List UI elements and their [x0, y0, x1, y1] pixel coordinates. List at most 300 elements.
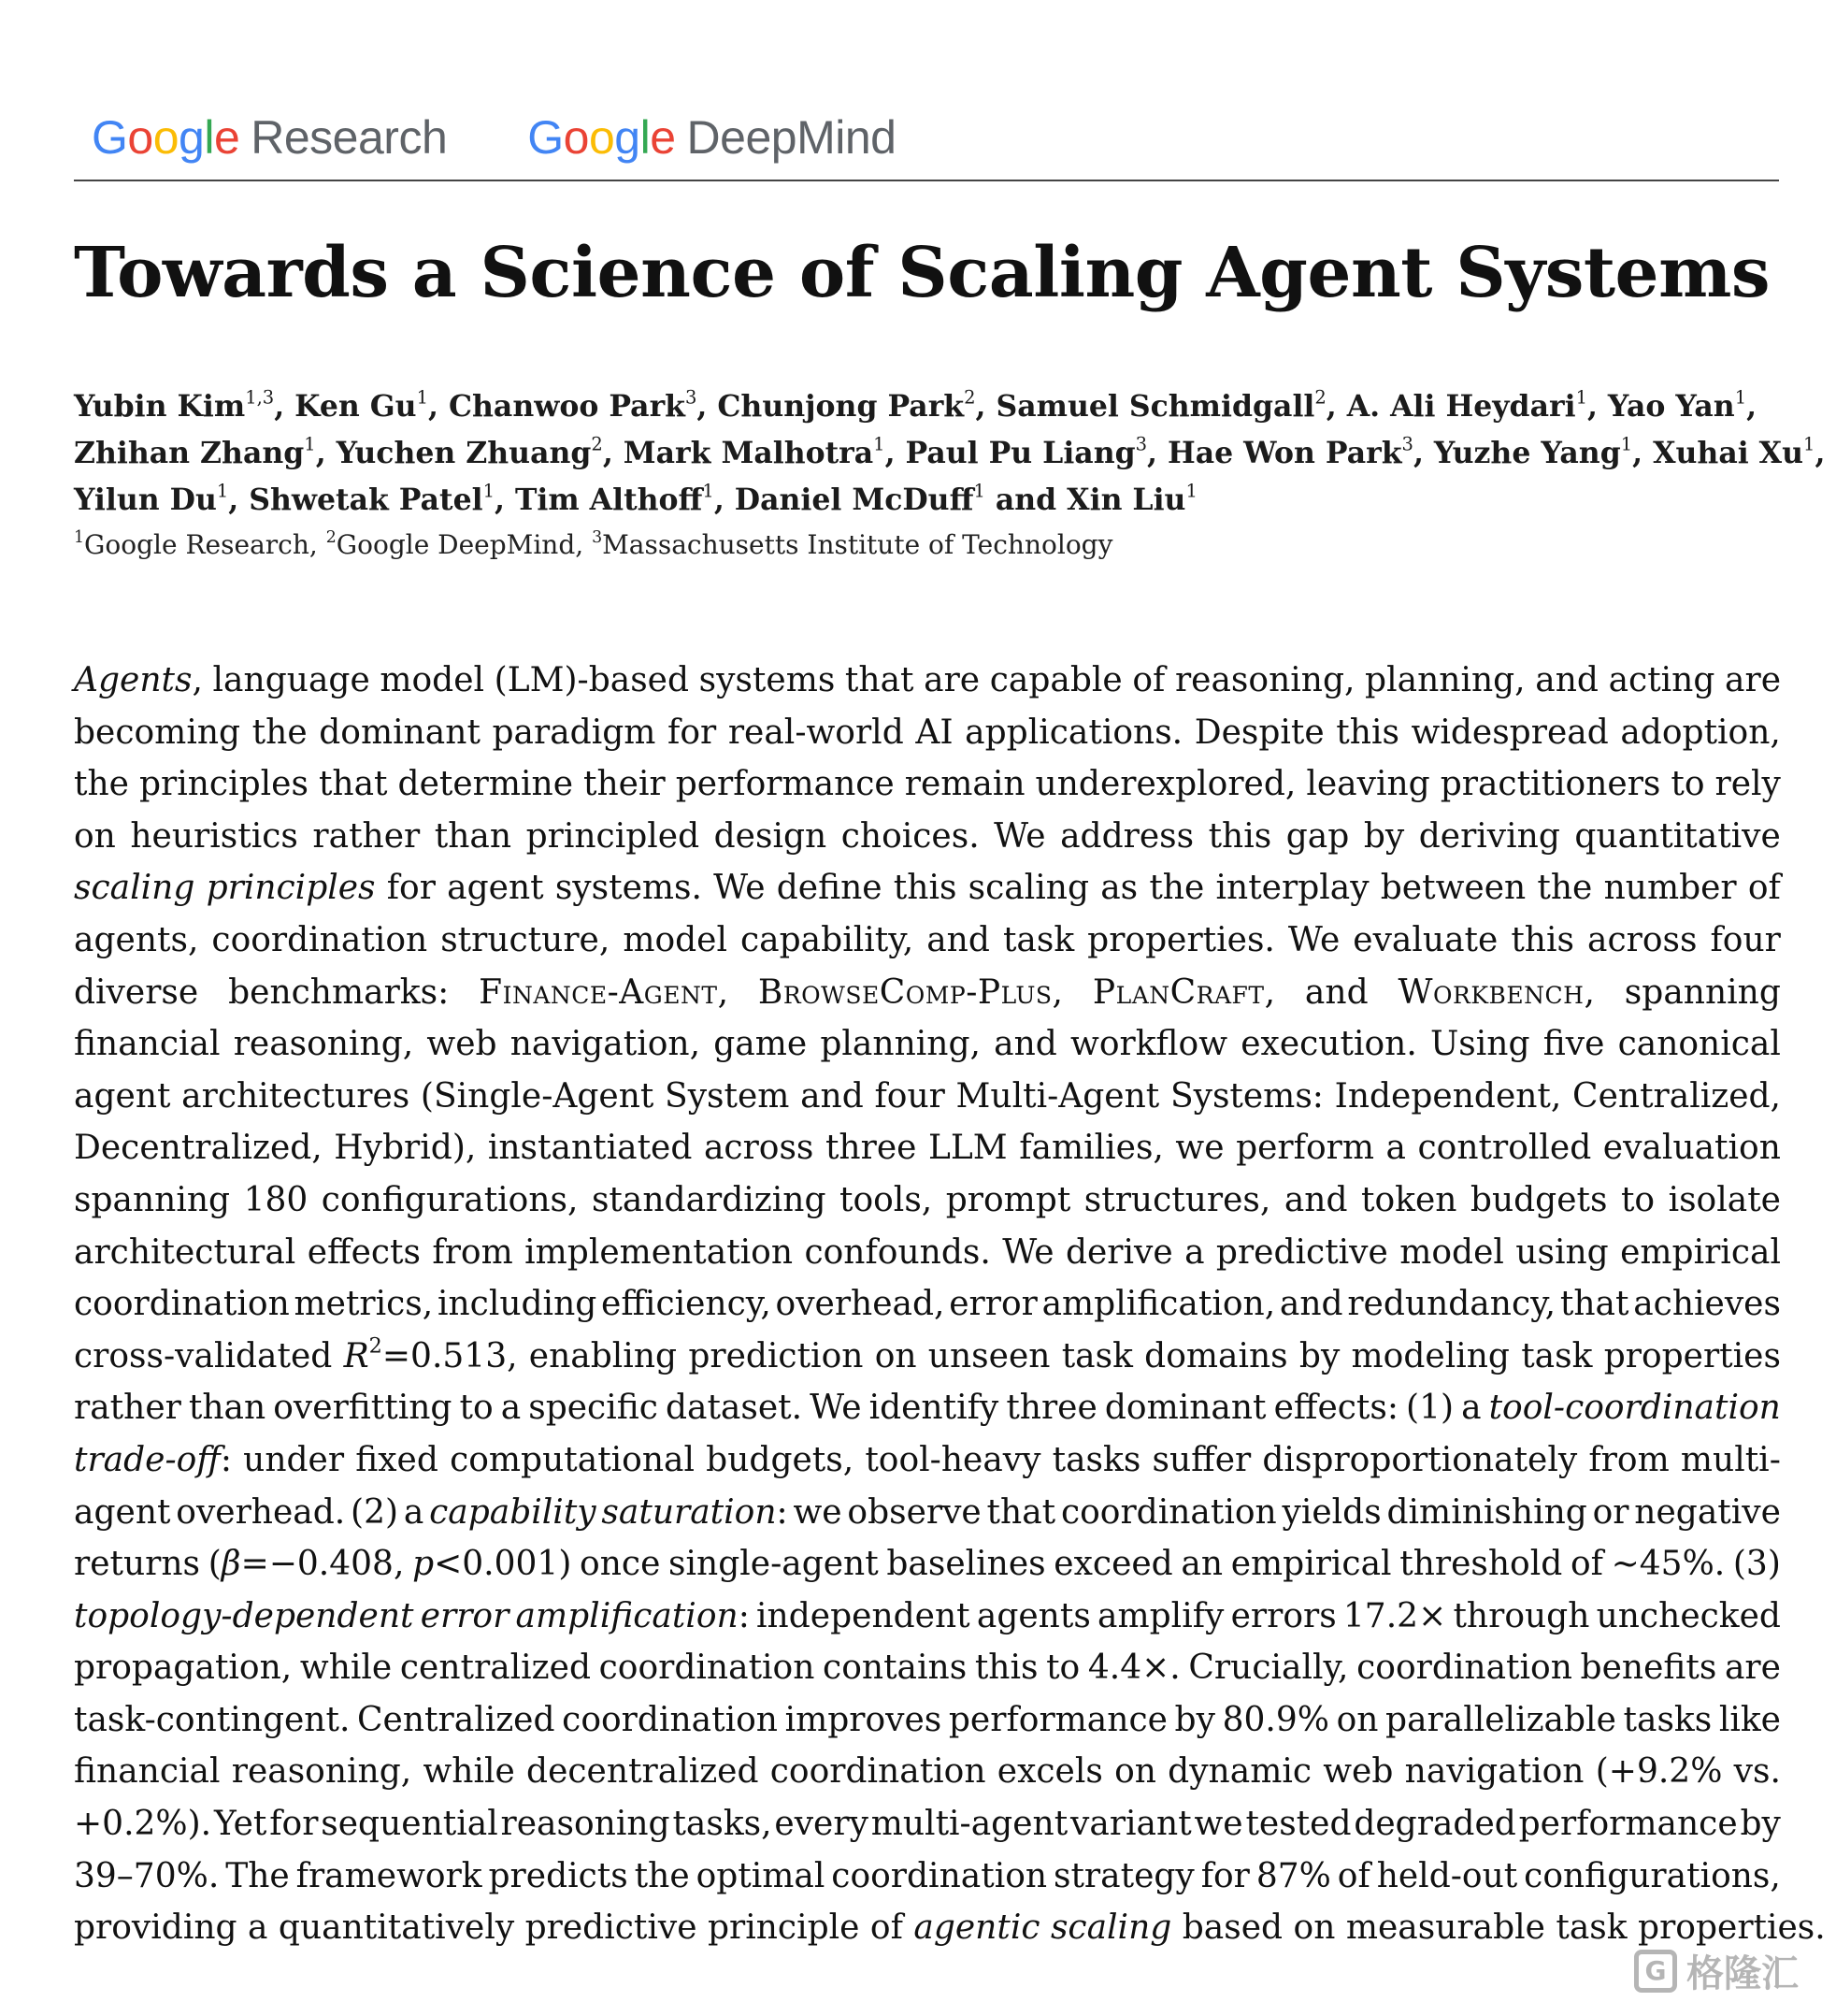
- abstract-text: or: [1592, 1492, 1629, 1532]
- author-affiliation-index: 1: [1185, 480, 1198, 502]
- abstract-word: [308, 1227, 421, 1279]
- abstract-word: [1245, 1798, 1351, 1850]
- abstract-word: [956, 1071, 1160, 1123]
- abstract-text: suffer: [1152, 1440, 1252, 1479]
- google-deepmind-logo: G o o g l e DeepMind: [527, 111, 896, 164]
- abstract-text: instantiated: [487, 1129, 693, 1168]
- abstract-text: three: [1006, 1389, 1097, 1428]
- abstract-word: [1201, 1850, 1250, 1903]
- abstract-word: [516, 1591, 750, 1643]
- abstract-text: ,: [1264, 972, 1276, 1012]
- abstract-word: [1284, 1174, 1348, 1227]
- abstract-text: predicts: [488, 1856, 628, 1895]
- abstract-text: for: [1200, 1856, 1250, 1895]
- abstract-word: [181, 1071, 409, 1123]
- abstract-text: five: [1542, 1025, 1605, 1064]
- abstract-text: budgets: [1470, 1180, 1608, 1219]
- abstract-word: [1574, 811, 1780, 863]
- abstract-word: [1335, 1071, 1562, 1123]
- abstract-text: decentralized: [526, 1752, 759, 1792]
- abstract-line: [74, 1382, 1781, 1434]
- abstract-word: [800, 1071, 864, 1123]
- abstract-text: 4.4×.: [1087, 1649, 1181, 1688]
- abstract-text: amplify: [1097, 1596, 1225, 1635]
- abstract-word: [312, 811, 420, 863]
- abstract-word: [1184, 1227, 1204, 1279]
- abstract-word: [1581, 1642, 1717, 1694]
- abstract-text: across: [703, 1129, 814, 1168]
- abstract-word: [1385, 1694, 1616, 1747]
- abstract-word: [704, 1122, 813, 1174]
- abstract-text: Independent,: [1334, 1076, 1562, 1116]
- abstract-word: [74, 1746, 221, 1798]
- abstract-word: [672, 1798, 771, 1850]
- abstract-line: [74, 1122, 1781, 1174]
- watermark: [1634, 1944, 1799, 1997]
- abstract-line: [74, 1746, 1781, 1798]
- abstract-word: [713, 1018, 807, 1071]
- author-affiliation-index: 1: [973, 480, 985, 502]
- abstract-text: architectural: [74, 1232, 296, 1272]
- abstract-text: unchecked: [1596, 1596, 1781, 1635]
- abstract-word: [946, 1174, 1071, 1227]
- abstract-word: [1419, 811, 1560, 863]
- abstract-word: [1236, 1122, 1374, 1174]
- abstract-text: ~45%.: [1611, 1545, 1726, 1584]
- abstract-word: [1175, 1694, 1215, 1747]
- abstract-word: [252, 707, 308, 759]
- abstract-word: [213, 655, 370, 707]
- abstract-word: [387, 862, 436, 914]
- abstract-text: unseen: [927, 1336, 1051, 1375]
- author-name: Yao Yan: [1607, 389, 1735, 424]
- author-affiliation-index: 3: [685, 386, 697, 409]
- author-separator: ,: [1586, 389, 1608, 424]
- affiliation-name: Massachusetts Institute of Technology: [602, 529, 1113, 560]
- abstract-word: [1046, 1642, 1080, 1694]
- abstract-word: [334, 1122, 476, 1174]
- abstract-word: [555, 862, 702, 914]
- abstract-word: [1571, 1538, 1603, 1591]
- abstract-text: four: [1710, 920, 1781, 959]
- abstract-word: [1305, 967, 1369, 1019]
- abstract-word: [1274, 1382, 1399, 1434]
- abstract-word: [1634, 1487, 1781, 1539]
- abstract-word: [676, 758, 895, 811]
- abstract-word: [1338, 1850, 1370, 1903]
- abstract-word: [894, 862, 957, 914]
- abstract-word: [1412, 707, 1609, 759]
- abstract-word: [450, 1434, 695, 1487]
- abstract-text: evaluate: [1353, 920, 1499, 959]
- abstract-word: [1612, 1538, 1726, 1591]
- abstract-word: [810, 1382, 861, 1434]
- abstract-word: [1633, 1278, 1781, 1331]
- header-logos: [92, 105, 896, 170]
- abstract-word: [1596, 1746, 1723, 1798]
- abstract-text: ,: [717, 972, 729, 1012]
- abstract-word: [1387, 1487, 1587, 1539]
- abstract-word: [74, 967, 198, 1019]
- abstract-line: [74, 1902, 1826, 1954]
- abstract-word: [871, 1798, 1068, 1850]
- abstract-text: tasks,: [672, 1805, 772, 1844]
- abstract-word: [1620, 707, 1781, 759]
- abstract-text: three: [825, 1129, 917, 1168]
- author-separator: ,: [975, 389, 997, 424]
- abstract-text: a: [1184, 1232, 1205, 1272]
- abstract-text: the: [634, 1856, 690, 1895]
- abstract-word: [529, 1331, 677, 1383]
- abstract-text: that: [1559, 1285, 1629, 1324]
- author-name: Shwetak Patel: [249, 482, 483, 517]
- abstract-text: rather: [312, 816, 421, 856]
- abstract-text: error: [949, 1285, 1038, 1324]
- abstract-text: diminishing: [1386, 1492, 1587, 1532]
- abstract-line: [74, 707, 1781, 759]
- abstract-text: of: [1747, 869, 1781, 908]
- abstract-word: [1715, 758, 1781, 811]
- abstract-text: for: [667, 713, 717, 752]
- abstract-word: [1725, 655, 1781, 707]
- abstract-text: 87%: [1255, 1856, 1331, 1895]
- italic-term: scaling: [74, 869, 195, 908]
- abstract-word: [1430, 1018, 1530, 1071]
- abstract-text: of: [1132, 661, 1166, 699]
- abstract-word: [1262, 1434, 1577, 1487]
- abstract-word: [592, 1174, 826, 1227]
- abstract-text: tested: [1245, 1805, 1352, 1844]
- abstract-word: [1733, 1538, 1781, 1591]
- abstract-word: [1470, 1174, 1608, 1227]
- abstract-word: [1603, 1122, 1781, 1174]
- abstract-text: We: [1287, 920, 1341, 959]
- abstract-text: 80.9%: [1222, 1700, 1329, 1739]
- abstract-word: [1088, 1642, 1181, 1694]
- abstract-word: [1681, 1434, 1781, 1487]
- author-name: Daniel McDuff: [734, 482, 974, 517]
- abstract-text: to: [1671, 765, 1705, 804]
- abstract-text: model: [623, 920, 727, 959]
- abstract-word: [1070, 1018, 1227, 1071]
- abstract-text: benefits: [1580, 1649, 1717, 1688]
- abstract-text: (3): [1732, 1545, 1781, 1584]
- abstract-text: amplification,: [1041, 1285, 1276, 1324]
- abstract-word: [1347, 1278, 1556, 1331]
- abstract-text: spanning: [1624, 972, 1781, 1012]
- abstract-word: [1003, 914, 1074, 967]
- abstract-line: [74, 1331, 1781, 1383]
- abstract-word: [1223, 1694, 1329, 1747]
- abstract-word: [839, 1174, 932, 1227]
- abstract-text: gap: [1285, 816, 1350, 856]
- abstract-text: that: [318, 765, 388, 804]
- author-separator: ,: [602, 436, 624, 470]
- abstract-text: 39–70%.: [74, 1856, 220, 1895]
- abstract-text: task: [1061, 1336, 1133, 1375]
- abstract-line: [74, 1538, 1781, 1591]
- abstract-word: [1441, 758, 1661, 811]
- abstract-word: [1353, 914, 1498, 967]
- abstract-word: [926, 914, 990, 967]
- abstract-word: [234, 1018, 414, 1071]
- abstract-word: [1170, 1071, 1324, 1123]
- abstract-word: [501, 1382, 521, 1434]
- abstract-line: [74, 862, 1781, 914]
- abstract-word: [207, 862, 376, 914]
- abstract-word: [74, 1642, 292, 1694]
- abstract-word: [1406, 1382, 1454, 1434]
- abstract-text: as: [1100, 869, 1139, 908]
- abstract-word: [74, 1487, 170, 1539]
- abstract-word: [915, 707, 953, 759]
- abstract-text: standardizing: [591, 1180, 826, 1219]
- abstract-word: [599, 1642, 815, 1694]
- author-affiliation-index: 1: [416, 386, 428, 409]
- abstract-word: [1194, 1798, 1242, 1850]
- abstract-word: [1175, 1122, 1224, 1174]
- abstract-word: [823, 1642, 967, 1694]
- abstract-text: financial: [74, 1025, 221, 1064]
- abstract-text: define: [776, 869, 882, 908]
- abstract-text: computational: [450, 1440, 696, 1479]
- abstract-text: prediction: [688, 1336, 864, 1375]
- abstract-text: this: [974, 1649, 1039, 1688]
- abstract-text: by: [1174, 1700, 1215, 1739]
- abstract-text: spanning: [74, 1180, 231, 1219]
- abstract-text: web: [426, 1025, 497, 1064]
- abstract-word: [189, 1382, 265, 1434]
- abstract-word: [777, 862, 882, 914]
- abstract-text: performance: [675, 765, 895, 804]
- italic-term: topology-dependent: [74, 1596, 414, 1635]
- author-name: Tim Althoff: [514, 482, 703, 517]
- abstract-text: on: [1114, 1752, 1156, 1792]
- abstract-text: like: [1718, 1700, 1781, 1739]
- abstract-text: agent: [447, 869, 544, 908]
- abstract-text: for: [269, 1805, 319, 1844]
- abstract-line: [74, 1018, 1781, 1071]
- abstract-text: this: [1511, 920, 1574, 959]
- abstract-text: evaluation: [1602, 1129, 1781, 1168]
- author-name: Ken Gu: [294, 389, 417, 424]
- abstract-word: [1587, 914, 1697, 967]
- abstract-word: [1288, 914, 1340, 967]
- abstract-word: [74, 758, 129, 811]
- abstract-word: [1286, 811, 1350, 863]
- abstract-text: contains: [823, 1649, 968, 1688]
- abstract-word: [583, 758, 666, 811]
- abstract-text: to: [1046, 1649, 1081, 1688]
- abstract-text: interplay: [1215, 869, 1370, 908]
- abstract-word: [1087, 914, 1275, 967]
- abstract-text: parallelizable: [1385, 1700, 1616, 1739]
- abstract-text: of: [1570, 1545, 1603, 1584]
- abstract-word: [997, 1746, 1103, 1798]
- abstract-word: [990, 655, 1123, 707]
- abstract-word: [437, 1278, 596, 1331]
- abstract-text: Systems:: [1169, 1076, 1324, 1116]
- abstract-text: under: [243, 1440, 345, 1479]
- abstract-text: <0.001): [434, 1545, 572, 1584]
- abstract-text: tasks: [1052, 1440, 1141, 1479]
- abstract-line: [74, 1434, 1781, 1487]
- abstract-word: [74, 1850, 219, 1903]
- abstract-text: Using: [1429, 1025, 1530, 1064]
- abstract-word: [74, 1538, 200, 1591]
- abstract-word: [1399, 1538, 1562, 1591]
- abstract-word: [635, 1850, 690, 1903]
- abstract-text: dynamic: [1168, 1752, 1312, 1792]
- abstract-text: rely: [1714, 765, 1781, 804]
- affiliation-index: 1: [74, 527, 85, 547]
- abstract-text: +0.2%).: [74, 1805, 212, 1844]
- abstract-word: [1216, 862, 1370, 914]
- abstract-text: ,: [1052, 972, 1063, 1012]
- abstract-text: task: [1002, 920, 1075, 959]
- author-affiliation-index: 1: [1734, 386, 1747, 409]
- abstract-text: we: [1194, 1805, 1243, 1844]
- abstract-text: from: [1588, 1440, 1670, 1479]
- abstract-text: improves: [784, 1700, 942, 1739]
- abstract-word: [489, 1850, 628, 1903]
- abstract-text: enabling: [528, 1336, 678, 1375]
- abstract-text: prompt: [945, 1180, 1071, 1219]
- abstract-text: :: [220, 1440, 232, 1479]
- g-square-icon: G: [1634, 1950, 1677, 1993]
- abstract-text: coordination: [769, 1752, 986, 1792]
- abstract-text: widespread: [1411, 713, 1609, 752]
- abstract-word: [1671, 758, 1704, 811]
- abstract-word: [398, 758, 573, 811]
- abstract-text: agent: [74, 1492, 171, 1532]
- abstract-word: [706, 1434, 853, 1487]
- author-affiliation-index: 3: [1135, 433, 1148, 455]
- abstract-word: [211, 914, 427, 967]
- abstract-word: [905, 758, 1026, 811]
- abstract-line: [74, 811, 1781, 863]
- abstract-word: [975, 1642, 1039, 1694]
- author-name: Yubin Kim: [74, 389, 246, 424]
- abstract-word: [412, 1538, 571, 1591]
- abstract-word: [74, 1174, 230, 1227]
- abstract-word: [688, 1331, 863, 1383]
- abstract-text: a: [1385, 1129, 1406, 1168]
- abstract-word: [1669, 1174, 1781, 1227]
- abstract-text: excels: [997, 1752, 1103, 1792]
- abstract-text: coordination: [211, 920, 428, 959]
- abstract-text: acting: [1608, 661, 1715, 699]
- affiliations: [74, 529, 1112, 560]
- abstract-word: [1725, 1642, 1781, 1694]
- author-separator: ,: [884, 436, 906, 470]
- abstract-word: [1620, 1227, 1781, 1279]
- abstract-text: execution.: [1241, 1025, 1417, 1064]
- abstract-word: [562, 1694, 778, 1747]
- abstract-word: [699, 655, 836, 707]
- author-list: [74, 383, 1826, 524]
- abstract-text: (: [208, 1545, 222, 1584]
- abstract-word: [232, 1746, 412, 1798]
- abstract-text: this: [1336, 713, 1399, 752]
- author-name: Yuzhe Yang: [1433, 436, 1621, 470]
- abstract-word: [667, 707, 716, 759]
- abstract-word: [447, 862, 543, 914]
- author-line: [74, 383, 1775, 430]
- abstract-text: the: [1537, 869, 1593, 908]
- abstract-text: this: [1208, 816, 1272, 856]
- abstract-word: [1386, 1122, 1406, 1174]
- abstract-word: [1519, 1798, 1738, 1850]
- abstract-word: [1365, 655, 1526, 707]
- abstract-word: [526, 811, 700, 863]
- abstract-word: [1609, 655, 1715, 707]
- abstract-text: through: [1453, 1596, 1590, 1635]
- paper-title: Towards a Science of Scaling Agent Systems: [74, 233, 1771, 313]
- abstract-text: providing a quantitatively predictive principle of: [74, 1908, 914, 1948]
- abstract-text: a: [500, 1389, 522, 1428]
- italic-term: p: [412, 1545, 435, 1584]
- abstract-text: held-out: [1376, 1856, 1518, 1895]
- abstract-text: web: [1323, 1752, 1394, 1792]
- abstract-word: [1748, 862, 1781, 914]
- affiliation-name: Google Research: [84, 529, 309, 560]
- abstract-text: we: [793, 1492, 842, 1532]
- abstract-word: [1195, 707, 1325, 759]
- italic-term: saturation: [601, 1492, 777, 1532]
- abstract-word: [1377, 1850, 1518, 1903]
- abstract-word: [176, 1487, 345, 1539]
- abstract-text: dominant: [319, 713, 481, 752]
- abstract-word: [1710, 914, 1780, 967]
- abstract-line: [74, 1071, 1781, 1123]
- abstract-word: [1231, 1538, 1392, 1591]
- abstract-text: single-agent: [668, 1545, 879, 1584]
- abstract-text: are: [1725, 661, 1781, 699]
- abstract-word: [74, 1018, 221, 1071]
- abstract-word: [1054, 1538, 1172, 1591]
- abstract-word: [344, 1331, 518, 1383]
- author-separator: ,: [713, 482, 735, 517]
- abstract-text: becoming: [74, 713, 241, 752]
- abstract-text: and: [994, 1025, 1057, 1064]
- affiliation-index: 2: [325, 527, 337, 547]
- abstract-text: choices.: [840, 816, 980, 856]
- abstract-word: [296, 1850, 482, 1903]
- abstract-text: from: [432, 1232, 513, 1272]
- abstract-word: [357, 1694, 555, 1747]
- author-affiliation-index: 3: [1401, 433, 1413, 455]
- abstract-word: [1364, 811, 1404, 863]
- abstract-word: [601, 1278, 771, 1331]
- abstract-word: [74, 707, 240, 759]
- abstract-text: planning,: [1365, 661, 1526, 699]
- abstract-word: [1280, 1278, 1343, 1331]
- abstract-text: every: [774, 1805, 868, 1844]
- abstract-text: rather: [74, 1389, 181, 1428]
- abstract-word: [421, 1591, 509, 1643]
- abstract-word: [1209, 811, 1272, 863]
- abstract-word: [1352, 1331, 1510, 1383]
- abstract-text: AI: [915, 713, 954, 752]
- author-separator: ,: [696, 389, 718, 424]
- abstract-text: by: [1363, 816, 1405, 856]
- abstract-text: (+9.2%: [1595, 1752, 1723, 1792]
- abstract-word: [1019, 1122, 1164, 1174]
- abstract-text: multi-agent: [870, 1805, 1069, 1844]
- abstract-word: [1299, 1331, 1340, 1383]
- abstract-word: [949, 1694, 1168, 1747]
